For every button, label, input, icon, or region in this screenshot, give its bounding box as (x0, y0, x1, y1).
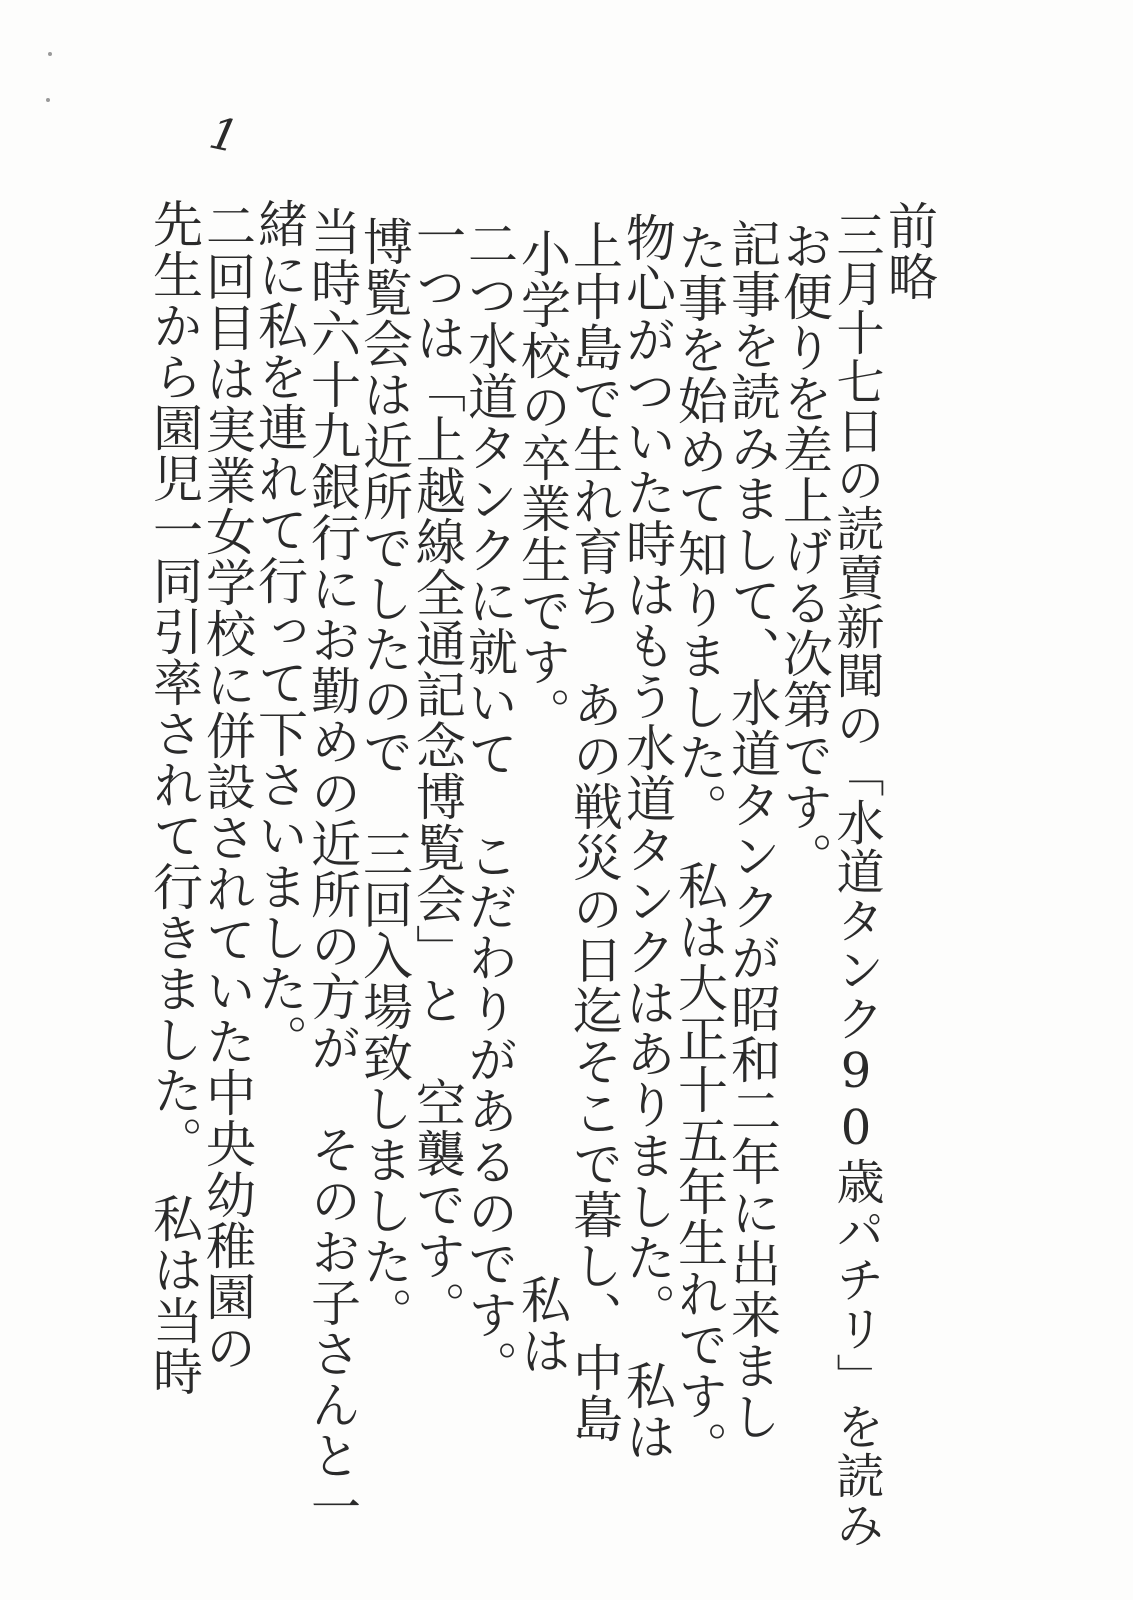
letter-line: 緒に私を連れて行って下さいました。 (250, 198, 308, 1065)
letter-line: 三月十七日の読賣新聞の「水道タンク90歳パチリ」を読み (828, 210, 884, 1549)
letter-line: 前略 (880, 200, 938, 302)
letter-line: 当時六十九銀行にお勤めの近所の方が そのお子さんと一 (303, 206, 361, 1532)
letter-line: 二つ水道タンクに就いて こだわりがあるのです。 (460, 218, 518, 1391)
letter-line: た事を始めて知りました。 私は大正十五年生れです。 (670, 222, 728, 1472)
page-number: 1 (205, 107, 243, 164)
letter-line: 記事を読みまして、水道タンクが昭和二年に出来まし (723, 218, 781, 1442)
letter-line: 先生から園児一同引率されて行きました。 私は当時 (145, 198, 203, 1397)
letter-line: 物心がついた時はもう水道タンクはありました。 私は (618, 212, 676, 1462)
letter-line: 二回目は実業女学校に併設されていた中央幼稚園の (198, 200, 256, 1373)
letter-line: 小学校の卒業生です。 私は (513, 228, 571, 1376)
letter-line: 一つは「上越線全通記念博覧会」と 空襲です。 (408, 210, 466, 1332)
letter-line: お便りを差上げる次第です。 (775, 220, 833, 883)
letter-line: 博覧会は近所でしたので 三回入場致しました。 (355, 216, 413, 1338)
letter-line: 上中島で生れ育ち あの戦災の日迄そこで暮し、中島 (565, 220, 623, 1444)
